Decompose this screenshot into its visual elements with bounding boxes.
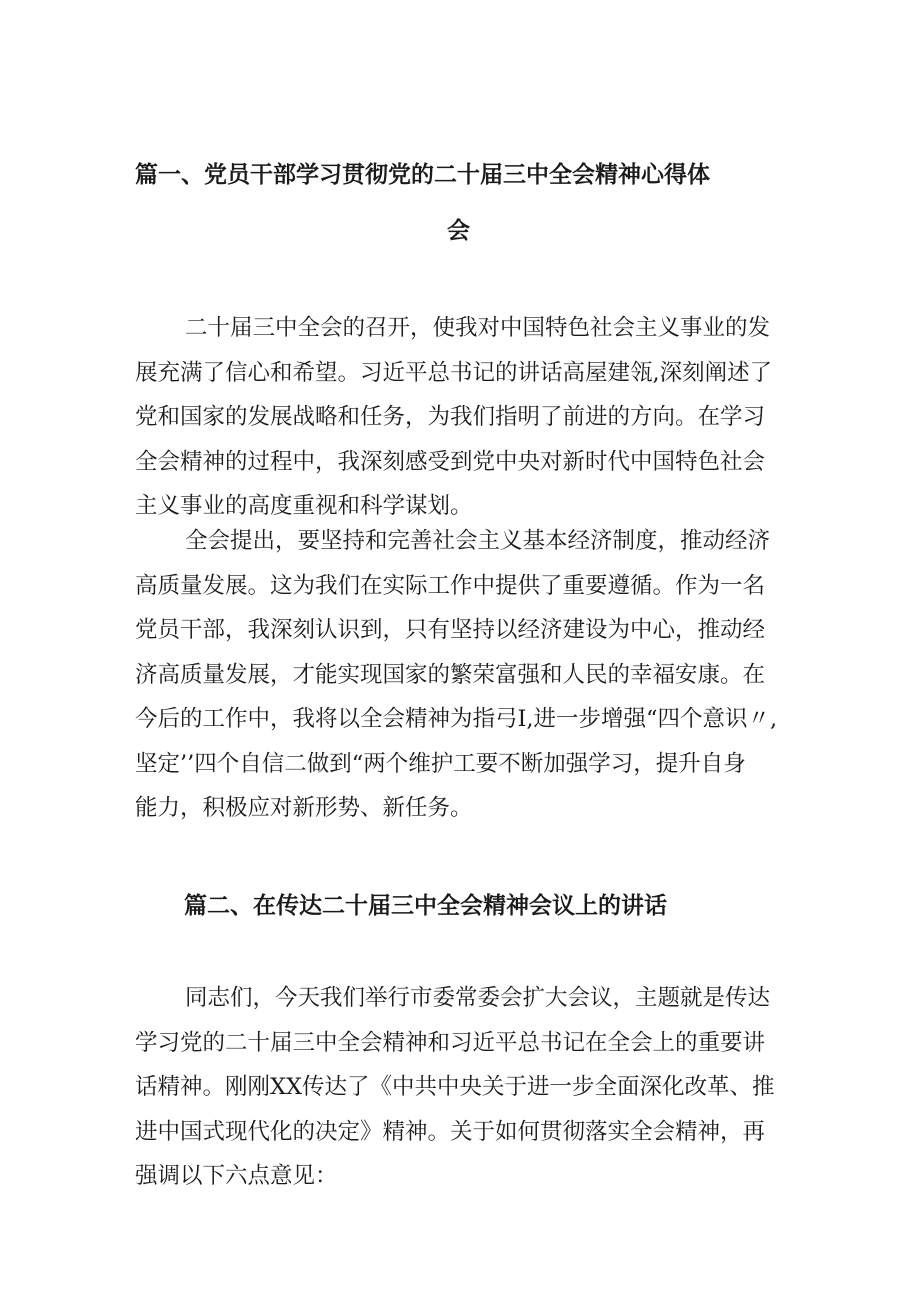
text-line: 话精神。刚刚XX传达了《中共中央关于进一步全面深化改革、推 — [135, 1074, 775, 1100]
text-line: 进中国式现代化的决定》精神。关于如何贯彻落实全会精神，再 — [135, 1118, 766, 1145]
text-line: 今后的工作中，我将以全会精神为指弓I,进一步增强“四个意识〃, — [135, 706, 778, 732]
section1-paragraph-2 — [135, 519, 795, 831]
section1-paragraph-1 — [135, 306, 795, 529]
text-line: 党和国家的发展战略和任务，为我们指明了前进的方向。在学习 — [135, 404, 766, 430]
section1-title-line2: 会 — [447, 218, 470, 244]
text-line: 全会提出，要坚持和完善社会主义基本经济制度，推动经济 — [185, 528, 771, 554]
text-line: 强调以下六点意见： — [135, 1163, 338, 1189]
section2-title: 篇二、在传达二十届三中全会精神会议上的讲话 — [184, 893, 667, 919]
section1-title-line1: 篇一、党员干部学习贯彻党的二十届三中全会精神心得体 — [135, 162, 710, 188]
text-line: 二十届三中全会的召开，使我对中国特色社会主义事业的发 — [185, 315, 771, 341]
text-line: 学习党的二十届三中全会精神和习近平总书记在全会上的重要讲 — [135, 1029, 766, 1056]
text-line: 高质量发展。这为我们在实际工作中提供了重要遵循。作为一名 — [135, 572, 766, 599]
text-line: 主义事业的高度重视和科学谋划。 — [135, 493, 473, 519]
text-line: 党员干部，我深刻认识到，只有坚持以经济建设为中心，推动经 — [135, 617, 766, 643]
text-line: 全会精神的过程中，我深刻感受到党中央对新时代中国特色社会 — [135, 448, 766, 475]
text-line: 济高质量发展，才能实现国家的繁荣富强和人民的幸福安康。在 — [135, 661, 766, 688]
text-line: 能力，积极应对新形势、新任务。 — [135, 795, 473, 821]
text-line: 展充满了信心和希望。习近平总书记的讲话高屋建瓴,深刻阐述了 — [135, 359, 773, 386]
text-line: 同志们，今天我们举行市委常委会扩大会议，主题就是传达 — [185, 985, 771, 1011]
section2-paragraph-1 — [135, 976, 795, 1199]
text-line: 坚定’’四个自信二做到“两个维护工要不断加强学习，提升自身 — [135, 750, 746, 777]
